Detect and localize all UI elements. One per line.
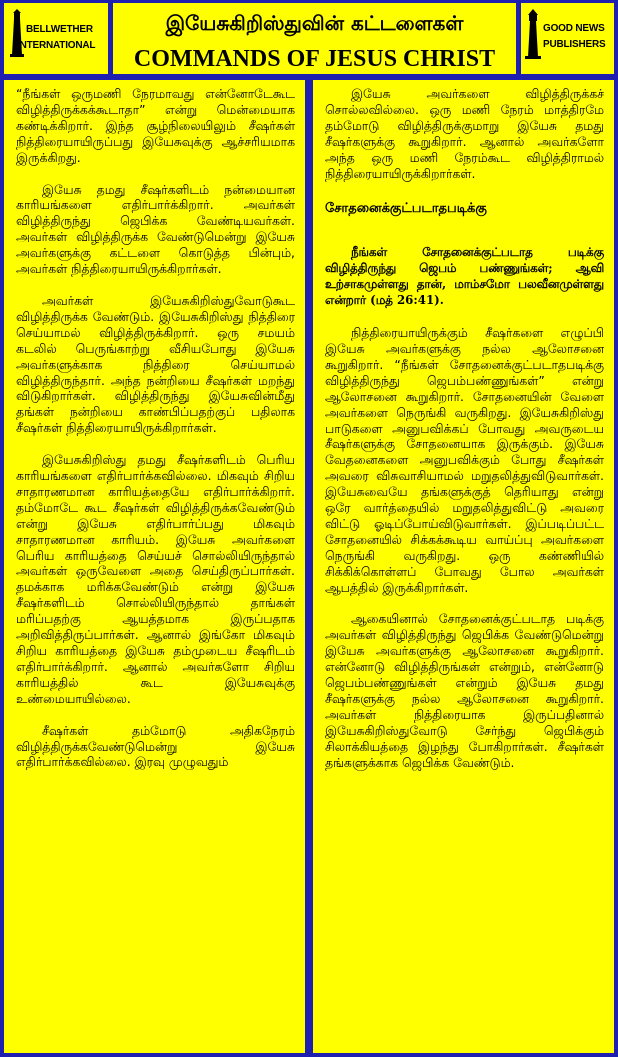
- title-banner: [113, 3, 516, 74]
- paragraph: இயேசுகிறிஸ்து தமது சீஷர்களிடம் பெரிய காரியங்களை எதிர்பார்க்கவில்லை. மிகவும் சிறிய சாதாரணமான காரியத்தையே எதிர்பார்க்கிறார். தம்மோடே கூட சீஷர்கள் விழித்திருக்கவேண்டும் என்று இயேசு எதிர்பார்ப்பது மிகவும் சாதாரணமான காரியம். இயேசு அவர்களை பெரிய காரியத்தை செய்யச் சொல்லியிருந்தால் அவர்கள் ஒருவேளை அதை செய்திருப்பார்கள். தமக்காக மரிக்கவேண்டும் என்று இயேசு சீஷர்களிடம் சொல்லியிருந்தால் தாங்கள் மரிப்பதற்கு ஆயத்தமாக இருப்பதாக அறிவித்திருப்பார்கள். ஆனால் இங்கோ மிகவும் சிறிய காரியத்தை இயேசு தம்முடைய சீஷரிடம் எதிர்பார்க்கிறார். ஆனால் அவர்களோ சிறிய காரியத்தில் கூட இயேசுவுக்கு உண்மையாயில்லை.: [16, 452, 295, 706]
- good-news-logo: [521, 3, 614, 74]
- left-column: [4, 80, 305, 1053]
- bible-verse: நீங்கள் சோதனைக்குட்படாத படிக்கு விழித்திருந்து ஜெபம் பண்ணுங்கள்; ஆவி உற்சாகமுள்ளது தான், மாம்சமோ பலவீனமுள்ளது என்றார் (மத் 26:41).: [325, 245, 604, 308]
- paragraph: “நீங்கள் ஒருமணி நேரமாவது என்னோடேகூட விழித்திருக்கக்கூடாதா” என்று மென்மையாக கண்டிக்கிறார். இந்த சூழ்நிலையிலும் சீஷர்கள் நித்திரையாயிருப்பது இயேசுவுக்கு ஆச்சரியமாக இருக்கிறது.: [16, 86, 295, 165]
- logo-line2: PUBLISHERS: [543, 39, 606, 50]
- paragraph: சீஷர்கள் தம்மோடு அதிகநேரம் விழித்திருக்கவேண்டுமென்று இயேசு எதிர்பார்க்கவில்லை. இரவு முழுவதும்: [16, 722, 295, 770]
- paragraph: இயேசு அவர்களை விழித்திருக்கச் சொல்லவில்லை. ஒரு மணி நேரம் மாத்திரமே தம்மோடு விழித்திருக்குமாறு இயேசு தமது சீஷர்களுக்கு கூறுகிறார். ஆனால் அவர்களோ அந்த ஒரு மணி நேரம்கூட விழித்திராமல் நித்திரையாயிருக்கிறார்கள்.: [325, 86, 604, 181]
- section-heading: சோதனைக்குட்படாதபடிக்கு: [325, 201, 487, 217]
- logo-line1: GOOD NEWS: [543, 23, 605, 34]
- page-title-english: COMMANDS OF JESUS CHRIST: [133, 46, 496, 72]
- bellwether-logo: [4, 3, 108, 74]
- paragraph: ஆகையினால் சோதனைக்குட்படாத படிக்கு அவர்கள் விழித்திருந்து ஜெபிக்க வேண்டுமென்று இயேசு அவர்களுக்கு ஆலோசனை கூறுகிறார். என்னோடு விழித்திருங்கள் என்றும், என்னோடு ஜெபம்பண்ணுங்கள் என்றும் இயேசு தமது சீஷர்களுக்கு நல்ல ஆலோசனை கூறுகிறார். அவர்கள் நித்திரையாக இருப்பதினால் இயேசுகிறிஸ்துவோடு சேர்ந்து ஜெபிக்கும் சிலாக்கியத்தை இழந்து போகிறார்கள். சீஷர்கள் தங்களுக்காக ஜெபிக்க வேண்டும்.: [325, 611, 604, 770]
- page-title-tamil: இயேசுகிறிஸ்துவின் கட்டளைகள்: [165, 11, 464, 35]
- lighthouse-icon: [525, 9, 541, 59]
- paragraph: நித்திரையாயிருக்கும் சீஷர்களை எழுப்பி இயேசு அவர்களுக்கு நல்ல ஆலோசனை கூறுகிறார். “நீங்கள் சோதனைக்குட்படாதபடிக்கு விழித்திருந்து ஜெபம்பண்ணுங்கள்” என்று ஆலோசனை கூறுகிறார். சோதனையின் வேளை அவர்களை நெருங்கி வருகிறது. இயேசுகிறிஸ்து பாடுகளை அனுபவிக்கப் போவது அவருடைய சீஷர்களுக்கு சோதனையாக இருக்கும். இயேசு வேதனைகளை அனுபவிக்கும் போது சீஷர்கள் அவரை விசுவாசியாமல் மறுதலித்துவிடுவார்கள். இயேசுவையே தங்களுக்குத் தெரியாது என்று ஒரே வார்த்தையில் மறுதலித்துவிட்டு அவரை விட்டு ஓடிப்போய்விடுவார்கள். இப்படிப்பட்ட சோதனையில் சிக்கக்கூடிய வாய்ப்பு அவர்களை நெருங்கி வருகிறது. ஒரு கண்ணியில் சிக்கிக்கொள்ளப் போவது போல அவர்கள் ஆபத்தில் இருக்கிறார்கள்.: [325, 325, 604, 595]
- paragraph: அவர்கள் இயேசுகிறிஸ்துவோடுகூட விழித்திருக்க வேண்டும். இயேசுகிறிஸ்து நித்திரை செய்யாமல் விழித்திருக்கிறார். ஒரு சமயம் கடலில் பெருங்காற்று வீசியபோது இயேசு அவர்களுக்காக நித்திரை செய்யாமல் விழித்திருந்தார். அந்த நன்றியை சீஷர்கள் மறந்து விடுகிறார்கள். விழித்திருந்து இயேசுவின்மீது தங்கள் நன்றியை காண்பிப்பதற்குப் பதிலாக சீஷர்கள் நித்திரையாயிருக்கிறார்கள்.: [16, 292, 295, 436]
- logo-line1: BELLWETHER: [26, 24, 93, 35]
- right-column: [313, 80, 614, 1053]
- paragraph: இயேசு தமது சீஷர்களிடம் நன்மையான காரியங்களை எதிர்பார்க்கிறார். அவர்கள் விழித்திருந்து ஜெபிக்க வேண்டியவர்கள். அவர்கள் விழித்திருக்க வேண்டுமென்று இயேசு அவர்களுக்கு கட்டளை கொடுத்த பின்பும், அவர்கள் நித்திரையாயிருக்கிறார்கள்.: [16, 181, 295, 277]
- logo-line2: INTERNATIONAL: [17, 40, 96, 51]
